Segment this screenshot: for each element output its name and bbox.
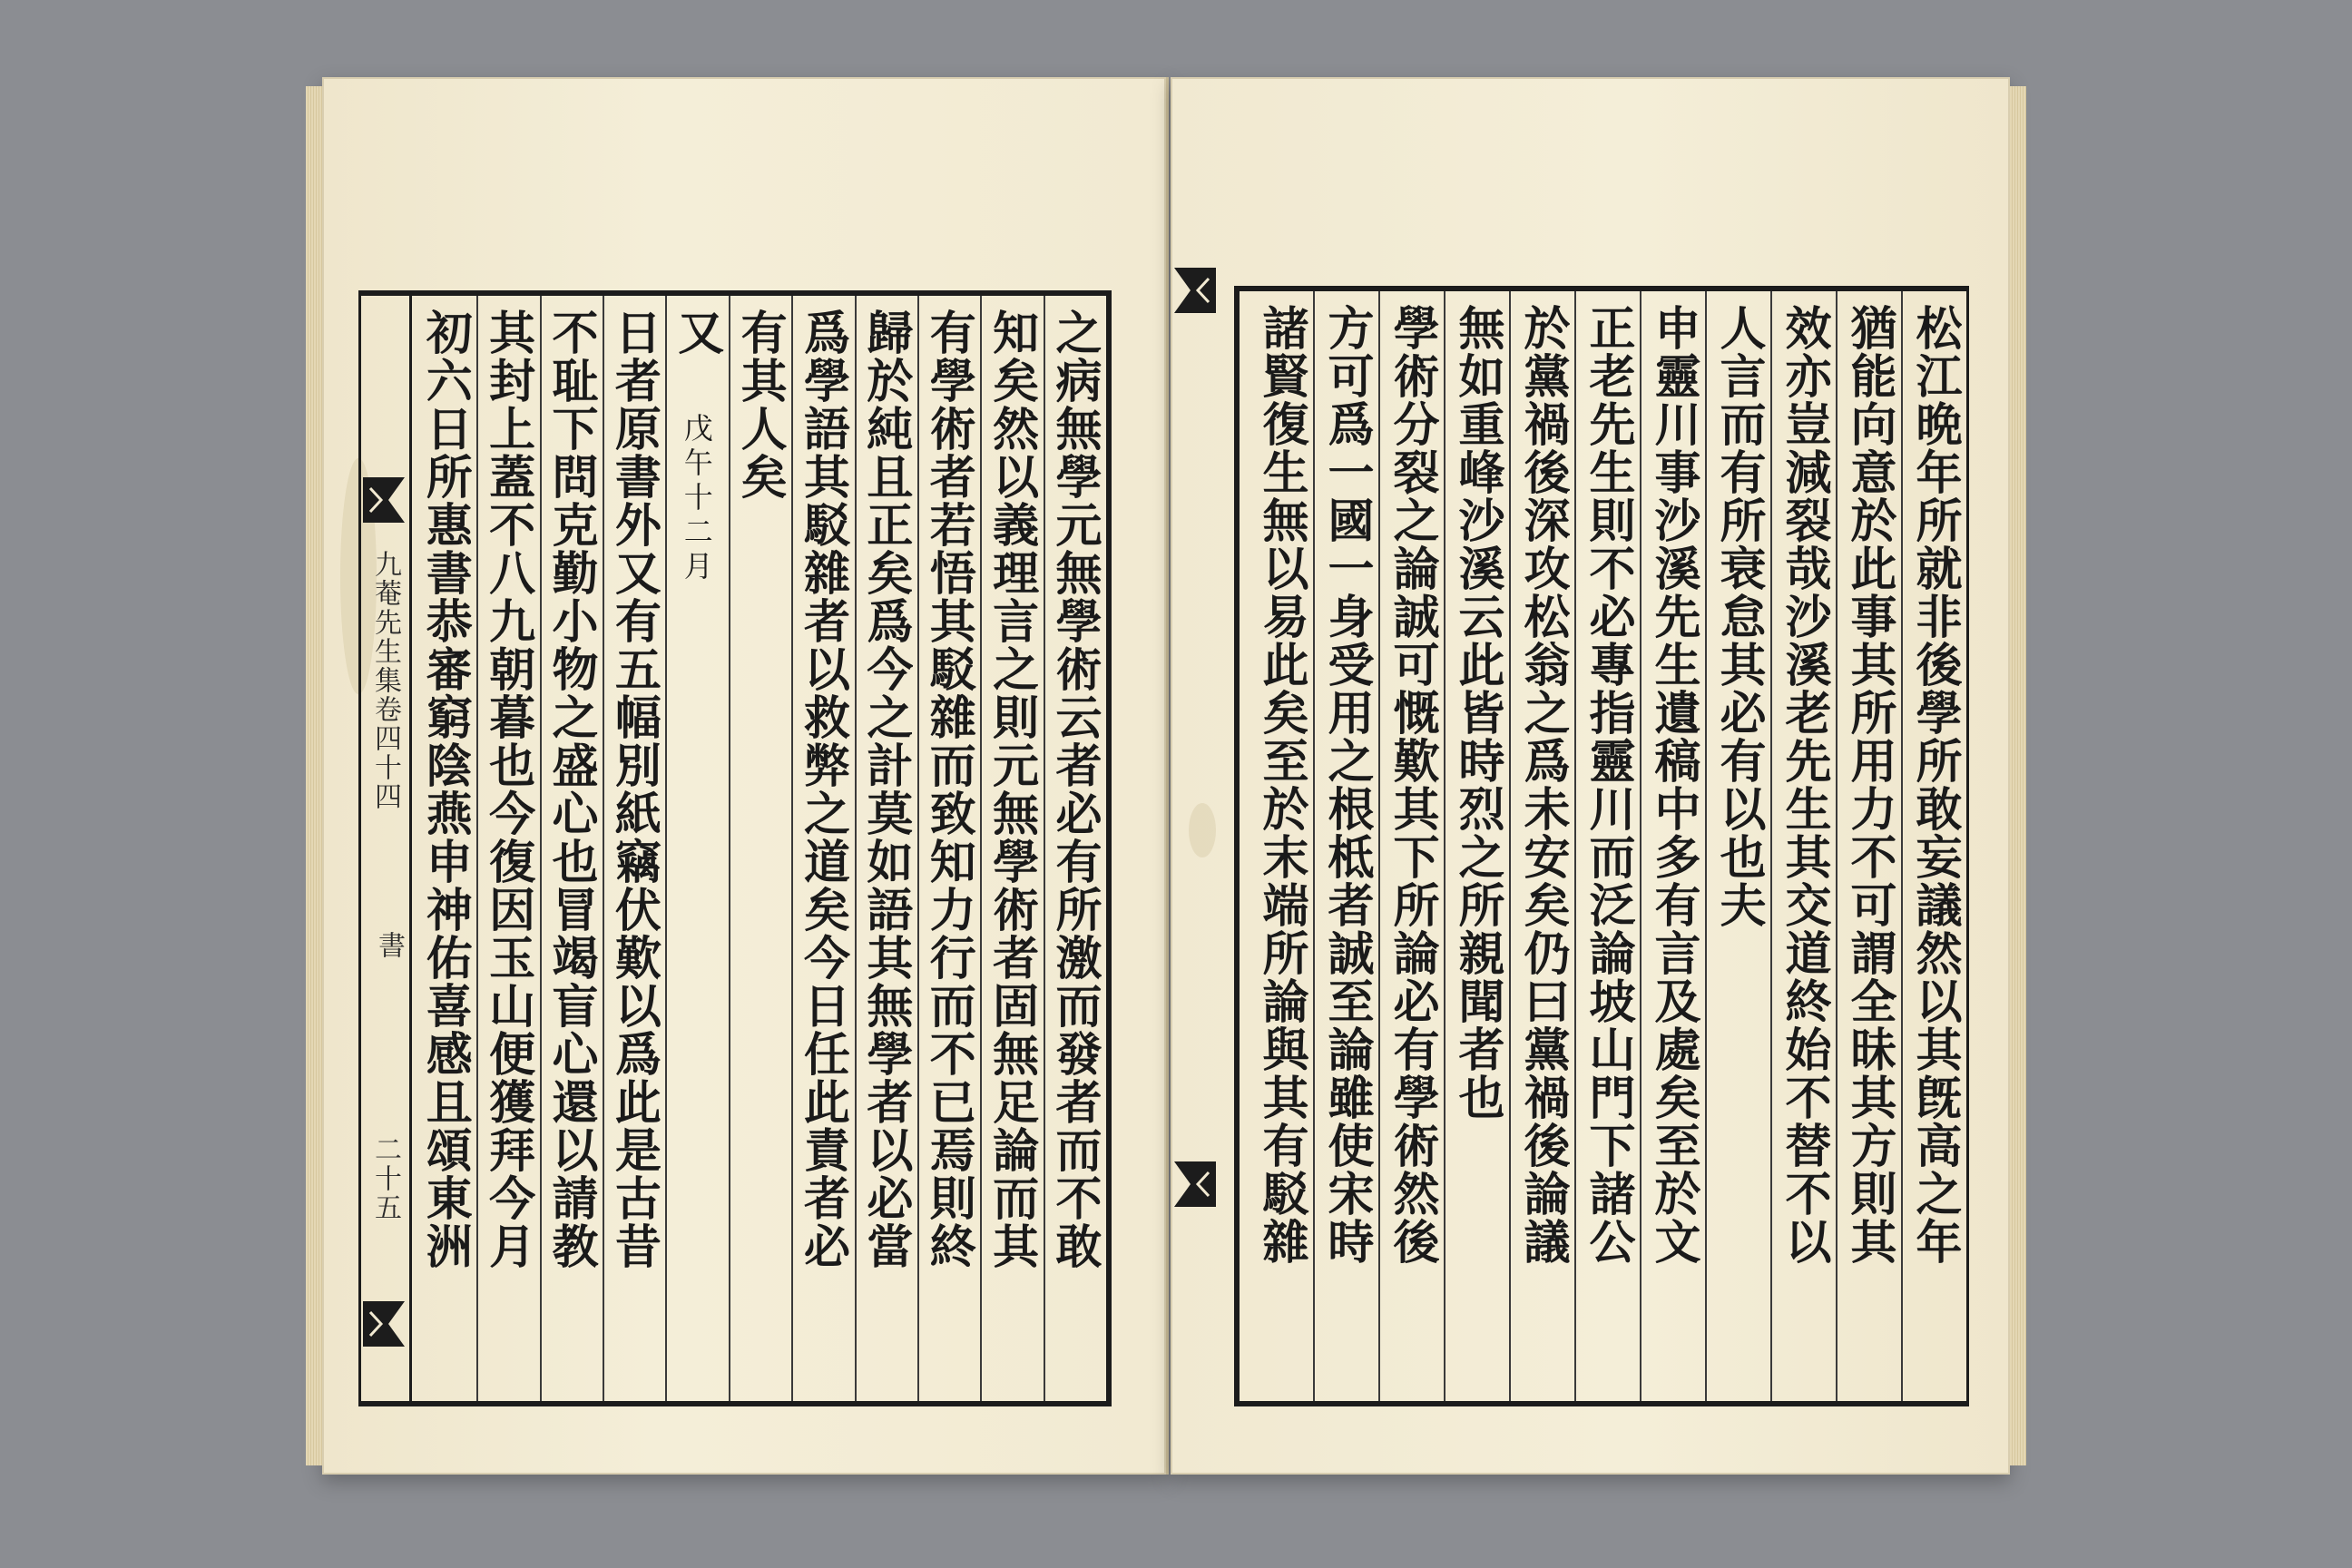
section-heading: 又 (669, 309, 724, 357)
right-column-5: 申靈川事沙溪先生遺稿中多有言及處矣至於文 (1640, 291, 1705, 1401)
category-label: 書 (373, 931, 405, 958)
left-page (322, 77, 1169, 1475)
left-column-4: 歸於純且正矣爲今之計莫如語其無學者以必當 (855, 296, 917, 1401)
right-column-6: 正老先生則不必專指靈川而泛論坡山門下諸公 (1574, 291, 1640, 1401)
left-print-frame (358, 290, 1112, 1406)
fishtail-marker-icon (1174, 1161, 1216, 1207)
left-column-6: 有其人矣 (729, 296, 791, 1401)
page-edge-right (2010, 86, 2026, 1465)
left-column-2: 知矣然以義理言之則元無學術者固無足論而其 (980, 296, 1043, 1401)
page-edge-left (306, 86, 322, 1465)
right-column-4: 人言而有所衰怠其必有以也夫 (1705, 291, 1770, 1401)
right-column-10: 方可爲一國一身受用之根柢者誠至論雖使宋時 (1313, 291, 1378, 1401)
left-column-1: 之病無學元無學術云者必有所激而發者而不敢 (1044, 296, 1106, 1401)
fishtail-marker-icon (363, 477, 405, 523)
left-column-11: 初六日所惠書恭審窮陰燕申神佑喜感且頌東洲 (417, 309, 473, 1270)
left-column-10: 其封上蓋不八九朝暮也今復因玉山便獲拜今月 (476, 296, 539, 1401)
right-column-7: 於黨禍後深攻松翁之爲未安矣仍曰黨禍後論議 (1509, 291, 1574, 1401)
right-column-1: 松江晩年所就非後學所敢妄議然以其旣高之年 (1901, 291, 1966, 1401)
left-column-9: 不耻下問克勤小物之盛心也冒竭盲心還以請教 (540, 296, 603, 1401)
right-column-2: 猶能向意於此事其所用力不可謂全昧其方則其 (1836, 291, 1901, 1401)
left-column-5: 爲學語其駁雜者以救弊之道矣今日任此責者必 (791, 296, 854, 1401)
left-column-7 (665, 296, 728, 1401)
right-column-8: 無如重峰沙溪云此皆時烈之所親聞者也 (1444, 291, 1509, 1401)
fishtail-marker-icon (363, 1301, 405, 1347)
date-note: 戊午十二月 (679, 413, 714, 585)
right-page (1171, 77, 2010, 1475)
right-print-frame (1234, 286, 1969, 1406)
page-stain (1189, 803, 1216, 858)
center-margin-strip (359, 296, 412, 1401)
left-column-8: 日者原書外又有五幅別紙竊伏歎以爲此是古昔 (603, 296, 665, 1401)
right-text-columns (1240, 291, 1966, 1401)
open-book (322, 77, 2010, 1475)
right-column-11: 諸賢復生無以易此矣至於末端所論與其有駁雜 (1254, 304, 1308, 1266)
left-text-columns (414, 296, 1106, 1401)
fishtail-marker-icon (1174, 268, 1216, 313)
right-column-9: 學術分裂之論誠可慨歎其下所論必有學術然後 (1378, 291, 1444, 1401)
page-number: 二十五 (369, 1135, 401, 1222)
left-column-3: 有學術者若悟其駁雜而致知力行而不已焉則終 (917, 296, 980, 1401)
right-column-3: 效亦豈減裂哉沙溪老先生其交道終始不替不以 (1770, 291, 1836, 1401)
book-title: 九菴先生集卷四十四 (369, 550, 401, 811)
